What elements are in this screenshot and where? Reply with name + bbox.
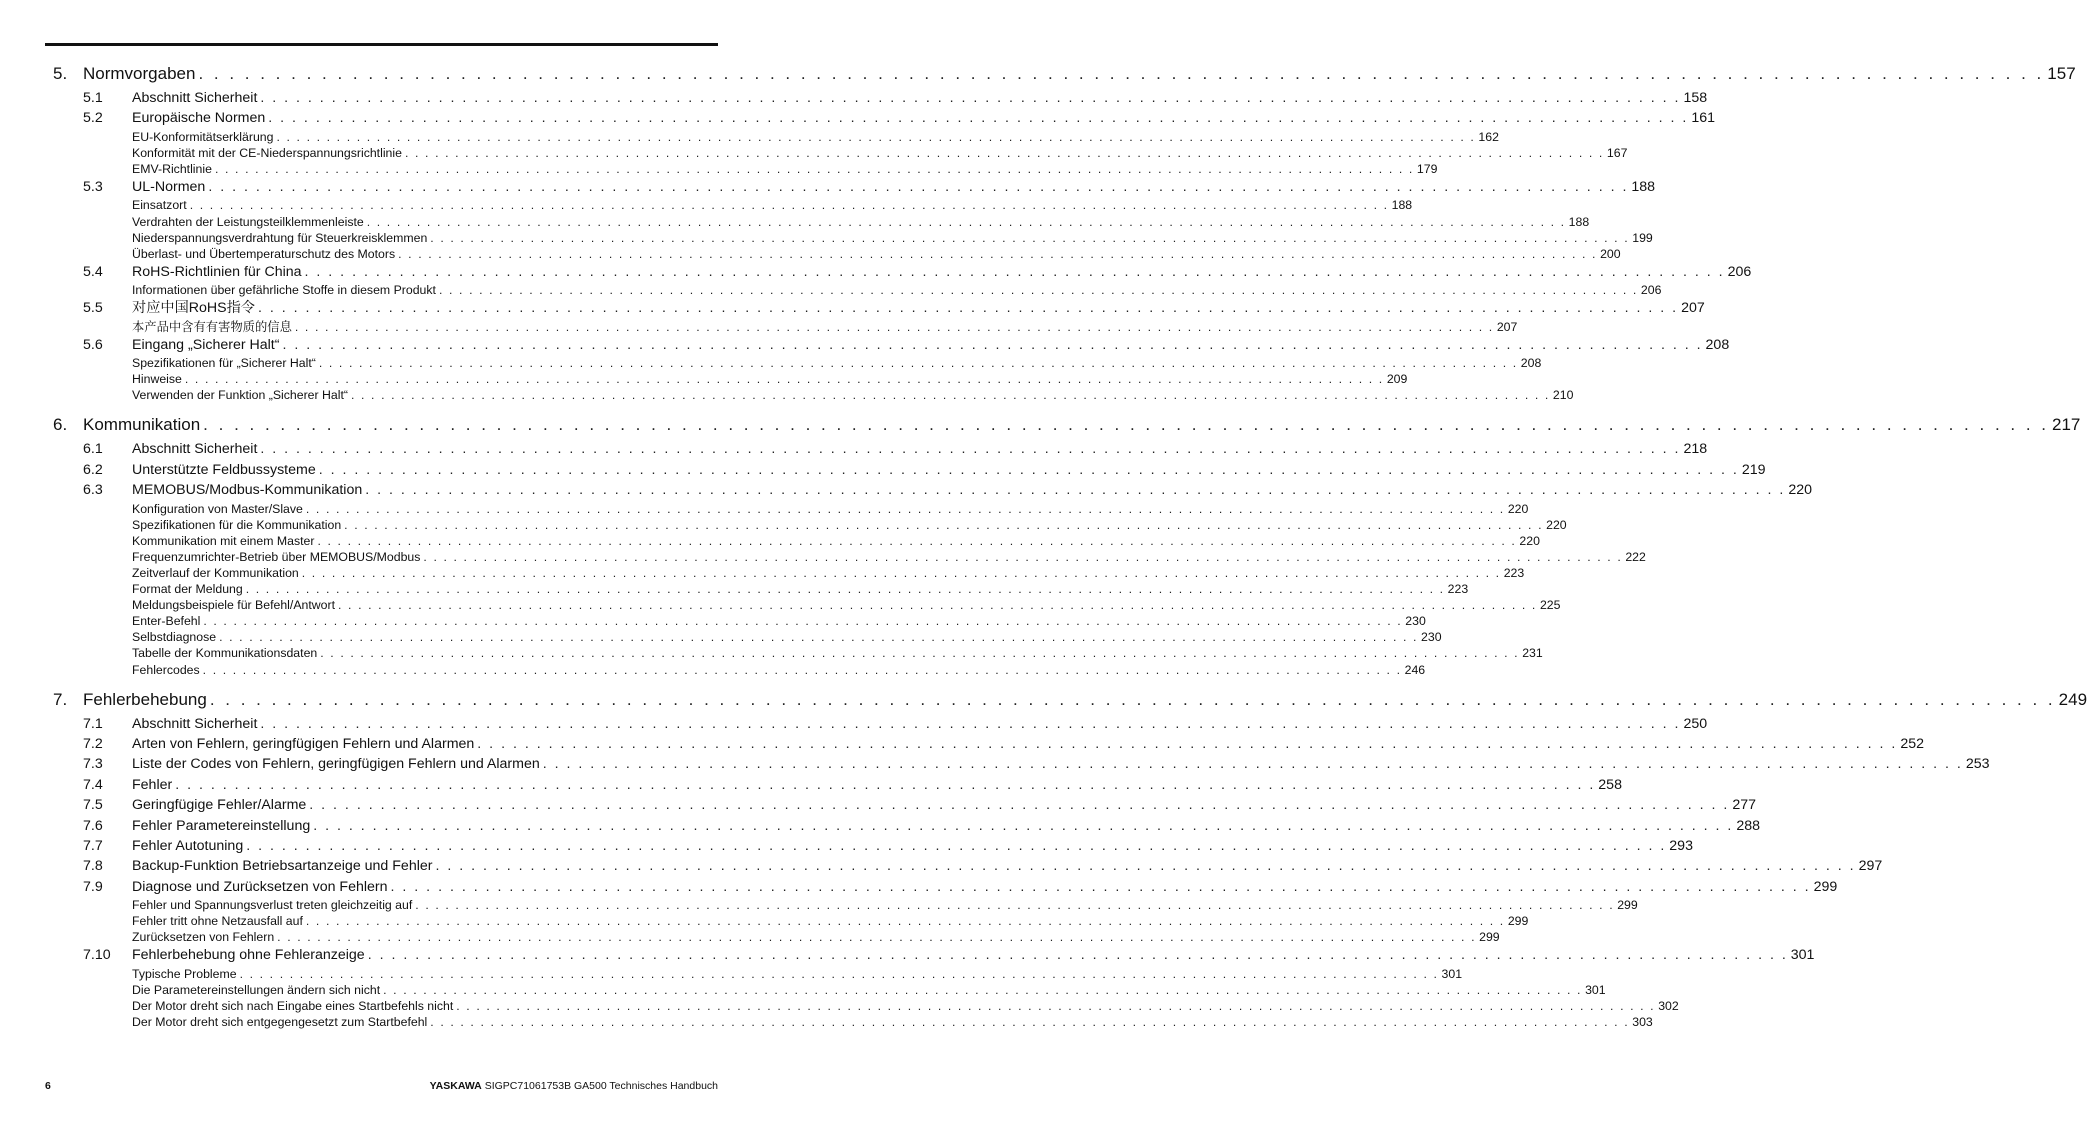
- toc-section-number: 5.3: [83, 179, 103, 196]
- toc-subsection-page: 199: [1632, 230, 1653, 245]
- toc-subsection[interactable]: [53, 613, 1426, 629]
- toc-section[interactable]: [53, 298, 1705, 318]
- toc-section[interactable]: [53, 795, 1757, 815]
- toc-section[interactable]: [53, 460, 1766, 480]
- dot-leader: . . . . . . . . . . . . . . . . . . . . . . . . . . . . . . . . . . . . . . . . . . . . . . . . . . . . . . . . . . . . . . . . . . . . . . . . . . . . . . . . . . . . . . . . . . . . . . . . . . . . . . . . . . . . . . . . . . . . . . . .: [366, 214, 1566, 229]
- toc-subsection-title: Tabelle der Kommunikationsdaten: [132, 646, 318, 661]
- toc-subsection[interactable]: [53, 355, 1542, 371]
- toc-section[interactable]: [53, 262, 1752, 282]
- toc-section-page: 207: [1681, 300, 1705, 317]
- toc-subsection-page: 230: [1405, 614, 1426, 629]
- toc-section-page: 301: [1790, 947, 1815, 964]
- toc-subsection[interactable]: [53, 145, 1628, 161]
- toc-section-page: 258: [1598, 776, 1622, 793]
- toc-section-page: 208: [1705, 336, 1730, 353]
- toc-subsection-title: Der Motor dreht sich nach Eingabe eines Startbefehls nicht: [132, 999, 454, 1014]
- dot-leader: . . . . . . . . . . . . . . . . . . . . . . . . . . . . . . . . . . . . . . . . . . . . . . . . . . . . . . . . . . . . . . . . . . . . . . . . . . . . . . . . . . . . . . . . . . . . . . . . . . . . . . . . . . . . . . . . . . . . . . . .: [214, 161, 1414, 176]
- dot-leader: . . . . . . . . . . . . . . . . . . . . . . . . . . . . . . . . . . . . . . . . . . . . . . . . . . . . . . . . . . . . . . . . . . . . . . . . . . . . . . . . . . . . . . . . . . . . . . . . . . . . . . . . . . . . . . . . . . . . . . . .: [383, 982, 1583, 997]
- toc-section-page: 299: [1813, 878, 1838, 895]
- toc-subsection-title: Zurücksetzen von Fehlern: [132, 930, 275, 945]
- dot-leader: . . . . . . . . . . . . . . . . . . . . . . . . . . . . . . . . . . . . . . . . . . . . . . . . . . . . . . . . . . . . . . . . . . . . . . . . . . . . . . . . . . . . . . . . . . . . . . . . . . . . . . . . . . . . . . . . . . . . . . . .: [309, 797, 1730, 814]
- toc-section-title: RoHS-Richtlinien für China: [132, 263, 302, 280]
- toc-subsection-page: 223: [1447, 582, 1469, 597]
- footer-page-number: 6: [45, 1080, 51, 1092]
- toc-section-number: 7.8: [83, 858, 103, 875]
- toc-subsection-title: 本产品中含有有害物质的信息: [132, 319, 292, 334]
- toc-subsection[interactable]: [53, 129, 1499, 145]
- toc-section-title: Arten von Fehlern, geringfügigen Fehlern und Alarmen: [132, 736, 475, 753]
- toc-subsection-page: 188: [1391, 198, 1413, 213]
- dot-leader: . . . . . . . . . . . . . . . . . . . . . . . . . . . . . . . . . . . . . . . . . . . . . . . . . . . . . . . . . . . . . . . . . . . . . . . . . . . . . . . . . . . . . . . . . . . . . . . . . . . . . . . . . . . . . . . . . . . . . . . .: [203, 614, 1403, 629]
- toc-section[interactable]: [53, 734, 1925, 754]
- toc-subsection-page: 301: [1441, 966, 1463, 981]
- toc-section-page: 288: [1736, 817, 1760, 834]
- toc-subsection[interactable]: [53, 230, 1653, 246]
- dot-leader: . . . . . . . . . . . . . . . . . . . . . . . . . . . . . . . . . . . . . . . . . . . . . . . . . . . . . . . . . . . . . . . . . . . . . . . . . . . . . . . . . . . . . . . . . . . . . . . . . . . . . . . . . . . . . . . . . . . . . . . .: [202, 662, 1402, 677]
- dot-leader: . . . . . . . . . . . . . . . . . . . . . . . . . . . . . . . . . . . . . . . . . . . . . . . . . . . . . . . . . . . . . . . . . . . . . . . . . . . . . . . . . . . . . . . . . . . . . . . . . . . . . . . . . . . . . . . . . . . . . . . .: [320, 646, 1520, 661]
- toc-subsection-page: 220: [1519, 533, 1540, 548]
- dot-leader: . . . . . . . . . . . . . . . . . . . . . . . . . . . . . . . . . . . . . . . . . . . . . . . . . . . . . . . . . . . . . . . . . . . . . . . . . . . . . . . . . . . . . . . . . . . . . . . . . . . . . . . . . . . . . . . . . . . . . . . .: [276, 129, 1476, 144]
- dot-leader: . . . . . . . . . . . . . . . . . . . . . . . . . . . . . . . . . . . . . . . . . . . . . . . . . . . . . . . . . . . . . . . . . . . . . . . . . . . . . . . . . . . . . . . . . . . . . . . . . . . . . . . . . . . . . . . . . . . . . . . .: [423, 549, 1623, 564]
- toc-section-page: 252: [1900, 736, 1925, 753]
- toc-chapter-title: Fehlerbehebung: [83, 689, 207, 709]
- toc-chapter-page: 217: [2052, 415, 2081, 435]
- toc-section-page: 219: [1741, 461, 1766, 478]
- toc-subsection-title: EU-Konformitätserklärung: [132, 129, 274, 144]
- dot-leader: . . . . . . . . . . . . . . . . . . . . . . . . . . . . . . . . . . . . . . . . . . . . . . . . . . . . . . . . . . . . . . . . . . . . . . . . . . . . . . . . . . . . . . . . . . . . . . . . . . . . . . . . . . . . . . . . . . . . . . . .: [305, 914, 1505, 929]
- dot-leader: . . . . . . . . . . . . . . . . . . . . . . . . . . . . . . . . . . . . . . . . . . . . . . . . . . . . . . . . . . . . . . . . . . . . . . . . . . . . . . . . . . . . . . . . . . . . . . . . . . . . . . . . . . . . . . . . . . . . . . . .: [318, 356, 1518, 371]
- toc-chapter[interactable]: [53, 60, 2076, 88]
- toc-subsection[interactable]: [53, 549, 1646, 565]
- toc-subsection[interactable]: [53, 913, 1529, 929]
- toc-section-title: Fehlerbehebung ohne Fehleranzeige: [132, 947, 365, 964]
- dot-leader: . . . . . . . . . . . . . . . . . . . . . . . . . . . . . . . . . . . . . . . . . . . . . . . . . . . . . . . . . . . . . . . . . . . . . . . . . . . . . . . . . . . . . . . . . . . . . . . . . . . . . . . . . . . . . . . . . . . . . . . .: [305, 501, 1505, 516]
- dot-leader: . . . . . . . . . . . . . . . . . . . . . . . . . . . . . . . . . . . . . . . . . . . . . . . . . . . . . . . . . . . . . . . . . . . . . . . . . . . . . . . . . . . . . . . . . . . . . . . . . . . . . . . . . . . . . . . . . . . . . . . .: [268, 110, 1689, 127]
- toc-subsection[interactable]: [53, 597, 1561, 613]
- toc-section-title: Abschnitt Sicherheit: [132, 715, 258, 732]
- dot-leader: . . . . . . . . . . . . . . . . . . . . . . . . . . . . . . . . . . . . . . . . . . . . . . . . . . . . . . . . . . . . . . . . . . . . . . . . . . . . . . . . . . . . . . . . . . . . . . . . . . . . . . . . . . . . . . . . . . . . . . . .: [435, 858, 1856, 875]
- toc-section-title: Europäische Normen: [132, 110, 266, 127]
- toc-subsection-page: 162: [1478, 129, 1499, 144]
- dot-leader: . . . . . . . . . . . . . . . . . . . . . . . . . . . . . . . . . . . . . . . . . . . . . . . . . . . . . . . . . . . . . . . . . . . . . . . . . . . . . . . . . . . . . . . . . . . . . . . . . . . . . . . . . . . . . . . . . . . . . . . .: [304, 263, 1725, 280]
- toc-section-page: 297: [1858, 858, 1883, 875]
- toc-subsection-title: Enter-Befehl: [132, 614, 201, 629]
- dot-leader: . . . . . . . . . . . . . . . . . . . . . . . . . . . . . . . . . . . . . . . . . . . . . . . . . . . . . . . . . . . . . . . . . . . . . . . . . . . . . . . . . . . . . . . . . . . . . . . . . . . . . . . . . . . . . . . . . . . . . . . .: [219, 630, 1419, 645]
- dot-leader: . . . . . . . . . . . . . . . . . . . . . . . . . . . . . . . . . . . . . . . . . . . . . . . . . . . . . . . . . . . . . . . . . . . . . . . . . . . . . . . . . . . . . . . . . . . . . . . . . . . . . . . . . . . . . . . . . . . . . . . .: [257, 300, 1679, 317]
- dot-leader: . . . . . . . . . . . . . . . . . . . . . . . . . . . . . . . . . . . . . . . . . . . . . . . . . . . . . . . . . . . . . . . . . . . . . . . . . . . . . . . . . . . . . . . . . . . . . . . . . . . . . . . . . . . . . . . . . . . . . . . .: [294, 319, 1494, 334]
- toc-subsection-title: Die Parametereinstellungen ändern sich nicht: [132, 982, 381, 997]
- toc-section-page: 218: [1683, 441, 1708, 458]
- toc-subsection-title: Fehlercodes: [132, 662, 200, 677]
- toc-subsection-title: Spezifikationen für „Sicherer Halt“: [132, 356, 316, 371]
- toc-section-page: 220: [1788, 482, 1812, 499]
- toc-subsection[interactable]: [53, 161, 1438, 177]
- toc-subsection[interactable]: [53, 982, 1606, 998]
- toc-section-number: 7.3: [83, 756, 103, 773]
- dot-leader: . . . . . . . . . . . . . . . . . . . . . . . . . . . . . . . . . . . . . . . . . . . . . . . . . . . . . . . . . . . . . . . . . . . . . . . . . . . . . . . . . . . . . . . . . . . . . . . . . . . . . . . . . . . . . . . . . . . . . . . .: [260, 715, 1681, 732]
- toc-subsection[interactable]: [53, 565, 1525, 581]
- toc-subsection[interactable]: [53, 533, 1540, 549]
- dot-leader: . . . . . . . . . . . . . . . . . . . . . . . . . . . . . . . . . . . . . . . . . . . . . . . . . . . . . . . . . . . . . . . . . . . . . . . . . . . . . . . . . . . . . . . . . . . . . . . . . . . . . . . . . . . . . . . . . . . . . . . .: [203, 415, 2050, 435]
- dot-leader: . . . . . . . . . . . . . . . . . . . . . . . . . . . . . . . . . . . . . . . . . . . . . . . . . . . . . . . . . . . . . . . . . . . . . . . . . . . . . . . . . . . . . . . . . . . . . . . . . . . . . . . . . . . . . . . . . . . . . . . .: [415, 898, 1615, 913]
- toc-section[interactable]: [53, 714, 1708, 734]
- toc-subsection[interactable]: [53, 1014, 1653, 1030]
- toc-chapter-number: 6.: [53, 415, 68, 435]
- footer-doc-title: SIGPC71061753B GA500 Technisches Handbuch: [484, 1080, 718, 1092]
- toc-subsection[interactable]: [53, 629, 1442, 645]
- toc-subsection-page: 179: [1416, 161, 1438, 176]
- dot-leader: . . . . . . . . . . . . . . . . . . . . . . . . . . . . . . . . . . . . . . . . . . . . . . . . . . . . . . . . . . . . . . . . . . . . . . . . . . . . . . . . . . . . . . . . . . . . . . . . . . . . . . . . . . . . . . . . . . . . . . . .: [398, 246, 1598, 261]
- toc-section-number: 7.2: [83, 736, 103, 753]
- toc-subsection-page: 200: [1600, 246, 1621, 261]
- toc-section-page: 277: [1732, 797, 1757, 814]
- toc-section-title: Geringfügige Fehler/Alarme: [132, 797, 307, 814]
- toc-section-number: 7.1: [83, 715, 103, 732]
- toc-subsection-page: 231: [1522, 646, 1543, 661]
- toc-subsection-title: Niederspannungsverdrahtung für Steuerkreisklemmen: [132, 230, 428, 245]
- dot-leader: . . . . . . . . . . . . . . . . . . . . . . . . . . . . . . . . . . . . . . . . . . . . . . . . . . . . . . . . . . . . . . . . . . . . . . . . . . . . . . . . . . . . . . . . . . . . . . . . . . . . . . . . . . . . . . . . . . . . . . . .: [318, 461, 1739, 478]
- toc-subsection-page: 210: [1552, 388, 1574, 403]
- toc-subsection-page: 220: [1546, 517, 1567, 532]
- toc-section[interactable]: [53, 836, 1693, 856]
- toc-section[interactable]: [53, 877, 1838, 897]
- toc-section-page: 293: [1669, 838, 1693, 855]
- toc-subsection-title: EMV-Richtlinie: [132, 161, 212, 176]
- toc-subsection[interactable]: [53, 645, 1543, 661]
- toc-section-number: 7.5: [83, 797, 103, 814]
- toc-subsection-page: 206: [1640, 283, 1662, 298]
- toc-subsection-page: 222: [1625, 549, 1646, 564]
- toc-subsection[interactable]: [53, 517, 1567, 533]
- toc-section-page: 158: [1683, 90, 1708, 106]
- toc-section-number: 6.1: [83, 441, 103, 458]
- toc-section-title: Fehler Parametereinstellung: [132, 817, 311, 834]
- dot-leader: . . . . . . . . . . . . . . . . . . . . . . . . . . . . . . . . . . . . . . . . . . . . . . . . . . . . . . . . . . . . . . . . . . . . . . . . . . . . . . . . . . . . . . . . . . . . . . . . . . . . . . . . . . . . . . . . . . . . . . . .: [344, 517, 1544, 532]
- toc-section-title: 对应中国RoHS指令: [132, 300, 255, 317]
- toc-subsection[interactable]: [53, 662, 1426, 678]
- toc-section-title: UL-Normen: [132, 179, 206, 196]
- dot-leader: . . . . . . . . . . . . . . . . . . . . . . . . . . . . . . . . . . . . . . . . . . . . . . . . . . . . . . . . . . . . . . . . . . . . . . . . . . . . . . . . . . . . . . . . . . . . . . . . . . . . . . . . . . . . . . . . . . . . . . . .: [430, 1015, 1630, 1030]
- header-rule: [45, 43, 718, 46]
- toc-subsection-page: 230: [1421, 630, 1442, 645]
- toc-section-page: 206: [1727, 263, 1752, 280]
- toc-subsection-page: 246: [1404, 662, 1426, 677]
- toc-section-number: 7.10: [83, 947, 111, 964]
- toc-section-title: Backup-Funktion Betriebsartanzeige und Fehler: [132, 858, 433, 875]
- toc-subsection-title: Überlast- und Übertemperaturschutz des Motors: [132, 246, 396, 261]
- toc-section-number: 7.7: [83, 838, 103, 855]
- toc-subsection-title: Verwenden der Funktion „Sicherer Halt“: [132, 388, 348, 403]
- toc-subsection-title: Typische Probleme: [132, 966, 237, 981]
- dot-leader: . . . . . . . . . . . . . . . . . . . . . . . . . . . . . . . . . . . . . . . . . . . . . . . . . . . . . . . . . . . . . . . . . . . . . . . . . . . . . . . . . . . . . . . . . . . . . . . . . . . . . . . . . . . . . . . . . . . . . . . .: [350, 388, 1550, 403]
- toc-section-number: 5.4: [83, 263, 103, 280]
- dot-leader: . . . . . . . . . . . . . . . . . . . . . . . . . . . . . . . . . . . . . . . . . . . . . . . . . . . . . . . . . . . . . . . . . . . . . . . . . . . . . . . . . . . . . . . . . . . . . . . . . . . . . . . . . . . . . . . . . . . . . . . .: [198, 64, 2045, 83]
- toc-subsection[interactable]: [53, 214, 1590, 230]
- toc-subsection-page: 225: [1539, 598, 1561, 613]
- toc-subsection-title: Spezifikationen für die Kommunikation: [132, 517, 342, 532]
- toc-chapter-number: 7.: [53, 689, 68, 709]
- toc-subsection-title: Frequenzumrichter-Betrieb über MEMOBUS/Modbus: [132, 549, 421, 564]
- dot-leader: . . . . . . . . . . . . . . . . . . . . . . . . . . . . . . . . . . . . . . . . . . . . . . . . . . . . . . . . . . . . . . . . . . . . . . . . . . . . . . . . . . . . . . . . . . . . . . . . . . . . . . . . . . . . . . . . . . . . . . . .: [260, 441, 1681, 458]
- footer-document-info: [430, 1080, 718, 1092]
- dot-leader: . . . . . . . . . . . . . . . . . . . . . . . . . . . . . . . . . . . . . . . . . . . . . . . . . . . . . . . . . . . . . . . . . . . . . . . . . . . . . . . . . . . . . . . . . . . . . . . . . . . . . . . . . . . . . . . . . . . . . . . .: [301, 566, 1501, 581]
- toc-section-title: Liste der Codes von Fehlern, geringfügigen Fehlern und Alarmen: [132, 756, 540, 773]
- toc-subsection-title: Meldungsbeispiele für Befehl/Antwort: [132, 598, 336, 613]
- dot-leader: . . . . . . . . . . . . . . . . . . . . . . . . . . . . . . . . . . . . . . . . . . . . . . . . . . . . . . . . . . . . . . . . . . . . . . . . . . . . . . . . . . . . . . . . . . . . . . . . . . . . . . . . . . . . . . . . . . . . . . . .: [208, 179, 1629, 196]
- toc-section-page: 188: [1631, 179, 1656, 196]
- dot-leader: . . . . . . . . . . . . . . . . . . . . . . . . . . . . . . . . . . . . . . . . . . . . . . . . . . . . . . . . . . . . . . . . . . . . . . . . . . . . . . . . . . . . . . . . . . . . . . . . . . . . . . . . . . . . . . . . . . . . . . . .: [277, 930, 1477, 945]
- toc-section[interactable]: [53, 108, 1716, 128]
- dot-leader: . . . . . . . . . . . . . . . . . . . . . . . . . . . . . . . . . . . . . . . . . . . . . . . . . . . . . . . . . . . . . . . . . . . . . . . . . . . . . . . . . . . . . . . . . . . . . . . . . . . . . . . . . . . . . . . . . . . . . . . .: [175, 776, 1596, 793]
- dot-leader: . . . . . . . . . . . . . . . . . . . . . . . . . . . . . . . . . . . . . . . . . . . . . . . . . . . . . . . . . . . . . . . . . . . . . . . . . . . . . . . . . . . . . . . . . . . . . . . . . . . . . . . . . . . . . . . . . . . . . . . .: [542, 756, 1963, 773]
- toc-chapter[interactable]: [53, 686, 2087, 714]
- toc-subsection[interactable]: [53, 319, 1518, 335]
- toc-subsection-title: Kommunikation mit einem Master: [132, 533, 315, 548]
- toc-subsection[interactable]: [53, 966, 1463, 982]
- toc-section-number: 7.6: [83, 817, 103, 834]
- dot-leader: . . . . . . . . . . . . . . . . . . . . . . . . . . . . . . . . . . . . . . . . . . . . . . . . . . . . . . . . . . . . . . . . . . . . . . . . . . . . . . . . . . . . . . . . . . . . . . . . . . . . . . . . . . . . . . . . . . . . . . . .: [313, 817, 1734, 834]
- toc-section-title: Diagnose und Zurücksetzen von Fehlern: [132, 878, 388, 895]
- toc-section-page: 250: [1683, 715, 1708, 732]
- toc-section[interactable]: [53, 754, 1990, 774]
- toc-subsection-page: 223: [1503, 566, 1525, 581]
- dot-leader: . . . . . . . . . . . . . . . . . . . . . . . . . . . . . . . . . . . . . . . . . . . . . . . . . . . . . . . . . . . . . . . . . . . . . . . . . . . . . . . . . . . . . . . . . . . . . . . . . . . . . . . . . . . . . . . . . . . . . . . .: [246, 838, 1667, 855]
- toc-subsection[interactable]: [53, 581, 1469, 597]
- toc-section[interactable]: [53, 335, 1730, 355]
- toc-subsection[interactable]: [53, 998, 1679, 1014]
- dot-leader: . . . . . . . . . . . . . . . . . . . . . . . . . . . . . . . . . . . . . . . . . . . . . . . . . . . . . . . . . . . . . . . . . . . . . . . . . . . . . . . . . . . . . . . . . . . . . . . . . . . . . . . . . . . . . . . . . . . . . . . .: [430, 230, 1630, 245]
- toc-subsection-page: 299: [1617, 898, 1638, 913]
- toc-subsection[interactable]: [53, 246, 1621, 262]
- toc-subsection-page: 302: [1658, 999, 1679, 1014]
- toc-subsection-page: 208: [1520, 356, 1542, 371]
- toc-section-number: 7.4: [83, 776, 103, 793]
- dot-leader: . . . . . . . . . . . . . . . . . . . . . . . . . . . . . . . . . . . . . . . . . . . . . . . . . . . . . . . . . . . . . . . . . . . . . . . . . . . . . . . . . . . . . . . . . . . . . . . . . . . . . . . . . . . . . . . . . . . . . . . .: [282, 336, 1703, 353]
- toc-chapter-page: 157: [2047, 64, 2076, 83]
- toc-section[interactable]: [53, 177, 1656, 197]
- toc-subsection-title: Fehler tritt ohne Netzausfall auf: [132, 914, 303, 929]
- dot-leader: . . . . . . . . . . . . . . . . . . . . . . . . . . . . . . . . . . . . . . . . . . . . . . . . . . . . . . . . . . . . . . . . . . . . . . . . . . . . . . . . . . . . . . . . . . . . . . . . . . . . . . . . . . . . . . . . . . . . . . . .: [260, 90, 1681, 106]
- toc-subsection[interactable]: [53, 387, 1574, 403]
- toc-section-title: Abschnitt Sicherheit: [132, 90, 258, 106]
- toc-subsection-page: 167: [1606, 145, 1628, 160]
- toc-section-number: 5.6: [83, 336, 103, 353]
- toc-section[interactable]: [53, 775, 1622, 795]
- dot-leader: . . . . . . . . . . . . . . . . . . . . . . . . . . . . . . . . . . . . . . . . . . . . . . . . . . . . . . . . . . . . . . . . . . . . . . . . . . . . . . . . . . . . . . . . . . . . . . . . . . . . . . . . . . . . . . . . . . . . . . . .: [365, 482, 1786, 499]
- toc-subsection-page: 303: [1632, 1015, 1653, 1030]
- toc-subsection-title: Einsatzort: [132, 198, 187, 213]
- toc-section-title: Fehler: [132, 776, 173, 793]
- dot-leader: . . . . . . . . . . . . . . . . . . . . . . . . . . . . . . . . . . . . . . . . . . . . . . . . . . . . . . . . . . . . . . . . . . . . . . . . . . . . . . . . . . . . . . . . . . . . . . . . . . . . . . . . . . . . . . . . . . . . . . . .: [477, 736, 1898, 753]
- toc-subsection-title: Hinweise: [132, 372, 182, 387]
- dot-leader: . . . . . . . . . . . . . . . . . . . . . . . . . . . . . . . . . . . . . . . . . . . . . . . . . . . . . . . . . . . . . . . . . . . . . . . . . . . . . . . . . . . . . . . . . . . . . . . . . . . . . . . . . . . . . . . . . . . . . . . .: [438, 283, 1638, 298]
- toc-chapter[interactable]: [53, 411, 2081, 439]
- dot-leader: . . . . . . . . . . . . . . . . . . . . . . . . . . . . . . . . . . . . . . . . . . . . . . . . . . . . . . . . . . . . . . . . . . . . . . . . . . . . . . . . . . . . . . . . . . . . . . . . . . . . . . . . . . . . . . . . . . . . . . . .: [338, 598, 1537, 613]
- toc-section-title: Unterstützte Feldbussysteme: [132, 461, 316, 478]
- toc-subsection-title: Konfiguration von Master/Slave: [132, 501, 303, 516]
- toc-subsection-title: Verdrahten der Leistungsteilklemmenleiste: [132, 214, 364, 229]
- toc-section-number: 6.3: [83, 482, 103, 499]
- toc-chapter-number: 5.: [53, 64, 68, 83]
- toc-subsection-page: 209: [1386, 372, 1408, 387]
- toc-subsection-title: Selbstdiagnose: [132, 630, 217, 645]
- dot-leader: . . . . . . . . . . . . . . . . . . . . . . . . . . . . . . . . . . . . . . . . . . . . . . . . . . . . . . . . . . . . . . . . . . . . . . . . . . . . . . . . . . . . . . . . . . . . . . . . . . . . . . . . . . . . . . . . . . . . . . . .: [189, 198, 1389, 213]
- toc-subsection[interactable]: [53, 371, 1408, 387]
- toc-section-title: Abschnitt Sicherheit: [132, 441, 258, 458]
- toc-subsection-page: 207: [1496, 319, 1518, 334]
- toc-section-title: Eingang „Sicherer Halt“: [132, 336, 280, 353]
- toc-subsection-title: Format der Meldung: [132, 582, 243, 597]
- toc-subsection-page: 299: [1479, 930, 1500, 945]
- toc-subsection[interactable]: [53, 929, 1500, 945]
- dot-leader: . . . . . . . . . . . . . . . . . . . . . . . . . . . . . . . . . . . . . . . . . . . . . . . . . . . . . . . . . . . . . . . . . . . . . . . . . . . . . . . . . . . . . . . . . . . . . . . . . . . . . . . . . . . . . . . . . . . . . . . .: [317, 533, 1517, 548]
- toc-section-number: 7.9: [83, 878, 103, 895]
- toc-section-page: 161: [1691, 110, 1716, 127]
- toc-subsection-page: 220: [1507, 501, 1529, 516]
- toc-subsection[interactable]: [53, 197, 1413, 213]
- toc-chapter-page: 249: [2058, 689, 2087, 709]
- dot-leader: . . . . . . . . . . . . . . . . . . . . . . . . . . . . . . . . . . . . . . . . . . . . . . . . . . . . . . . . . . . . . . . . . . . . . . . . . . . . . . . . . . . . . . . . . . . . . . . . . . . . . . . . . . . . . . . . . . . . . . . .: [245, 582, 1445, 597]
- toc-subsection[interactable]: [53, 501, 1529, 517]
- toc-chapter-title: Kommunikation: [83, 415, 201, 435]
- toc-subsection-title: Fehler und Spannungsverlust treten gleichzeitig auf: [132, 898, 413, 913]
- toc-section[interactable]: [53, 88, 1708, 108]
- toc-section-page: 253: [1965, 756, 1990, 773]
- toc-section-number: 5.1: [83, 90, 103, 106]
- toc-chapter-title: Normvorgaben: [83, 64, 196, 83]
- toc-subsection[interactable]: [53, 897, 1638, 913]
- toc-section-number: 5.5: [83, 300, 103, 317]
- toc-subsection-page: 301: [1585, 982, 1606, 997]
- page-footer: [45, 1080, 718, 1092]
- toc-subsection-title: Der Motor dreht sich entgegengesetzt zum Startbefehl: [132, 1015, 428, 1030]
- toc-section[interactable]: [53, 439, 1708, 459]
- toc-subsection-page: 299: [1507, 914, 1529, 929]
- toc-section-number: 5.2: [83, 110, 103, 127]
- toc-subsection-title: Informationen über gefährliche Stoffe in diesem Produkt: [132, 283, 436, 298]
- toc-section-title: Fehler Autotuning: [132, 838, 244, 855]
- toc-section[interactable]: [53, 856, 1883, 876]
- toc-subsection-title: Konformität mit der CE-Niederspannungsrichtlinie: [132, 145, 402, 160]
- toc-section-number: 6.2: [83, 461, 103, 478]
- footer-brand: YASKAWA: [429, 1080, 482, 1092]
- toc-section[interactable]: [53, 816, 1760, 836]
- dot-leader: . . . . . . . . . . . . . . . . . . . . . . . . . . . . . . . . . . . . . . . . . . . . . . . . . . . . . . . . . . . . . . . . . . . . . . . . . . . . . . . . . . . . . . . . . . . . . . . . . . . . . . . . . . . . . . . . . . . . . . . .: [390, 878, 1811, 895]
- toc-subsection-page: 188: [1568, 214, 1590, 229]
- dot-leader: . . . . . . . . . . . . . . . . . . . . . . . . . . . . . . . . . . . . . . . . . . . . . . . . . . . . . . . . . . . . . . . . . . . . . . . . . . . . . . . . . . . . . . . . . . . . . . . . . . . . . . . . . . . . . . . . . . . . . . . .: [239, 966, 1439, 981]
- toc-section[interactable]: [53, 480, 1812, 500]
- dot-leader: . . . . . . . . . . . . . . . . . . . . . . . . . . . . . . . . . . . . . . . . . . . . . . . . . . . . . . . . . . . . . . . . . . . . . . . . . . . . . . . . . . . . . . . . . . . . . . . . . . . . . . . . . . . . . . . . . . . . . . . .: [184, 372, 1384, 387]
- toc-subsection-title: Zeitverlauf der Kommunikation: [132, 566, 299, 581]
- dot-leader: . . . . . . . . . . . . . . . . . . . . . . . . . . . . . . . . . . . . . . . . . . . . . . . . . . . . . . . . . . . . . . . . . . . . . . . . . . . . . . . . . . . . . . . . . . . . . . . . . . . . . . . . . . . . . . . . . . . . . . . .: [404, 145, 1604, 160]
- toc-subsection[interactable]: [53, 282, 1662, 298]
- table-of-contents: [53, 60, 2087, 1030]
- dot-leader: . . . . . . . . . . . . . . . . . . . . . . . . . . . . . . . . . . . . . . . . . . . . . . . . . . . . . . . . . . . . . . . . . . . . . . . . . . . . . . . . . . . . . . . . . . . . . . . . . . . . . . . . . . . . . . . . . . . . . . . .: [209, 689, 2056, 709]
- toc-section-title: MEMOBUS/Modbus-Kommunikation: [132, 482, 363, 499]
- dot-leader: . . . . . . . . . . . . . . . . . . . . . . . . . . . . . . . . . . . . . . . . . . . . . . . . . . . . . . . . . . . . . . . . . . . . . . . . . . . . . . . . . . . . . . . . . . . . . . . . . . . . . . . . . . . . . . . . . . . . . . . .: [456, 999, 1656, 1014]
- toc-section[interactable]: [53, 945, 1815, 965]
- dot-leader: . . . . . . . . . . . . . . . . . . . . . . . . . . . . . . . . . . . . . . . . . . . . . . . . . . . . . . . . . . . . . . . . . . . . . . . . . . . . . . . . . . . . . . . . . . . . . . . . . . . . . . . . . . . . . . . . . . . . . . . .: [367, 947, 1788, 964]
